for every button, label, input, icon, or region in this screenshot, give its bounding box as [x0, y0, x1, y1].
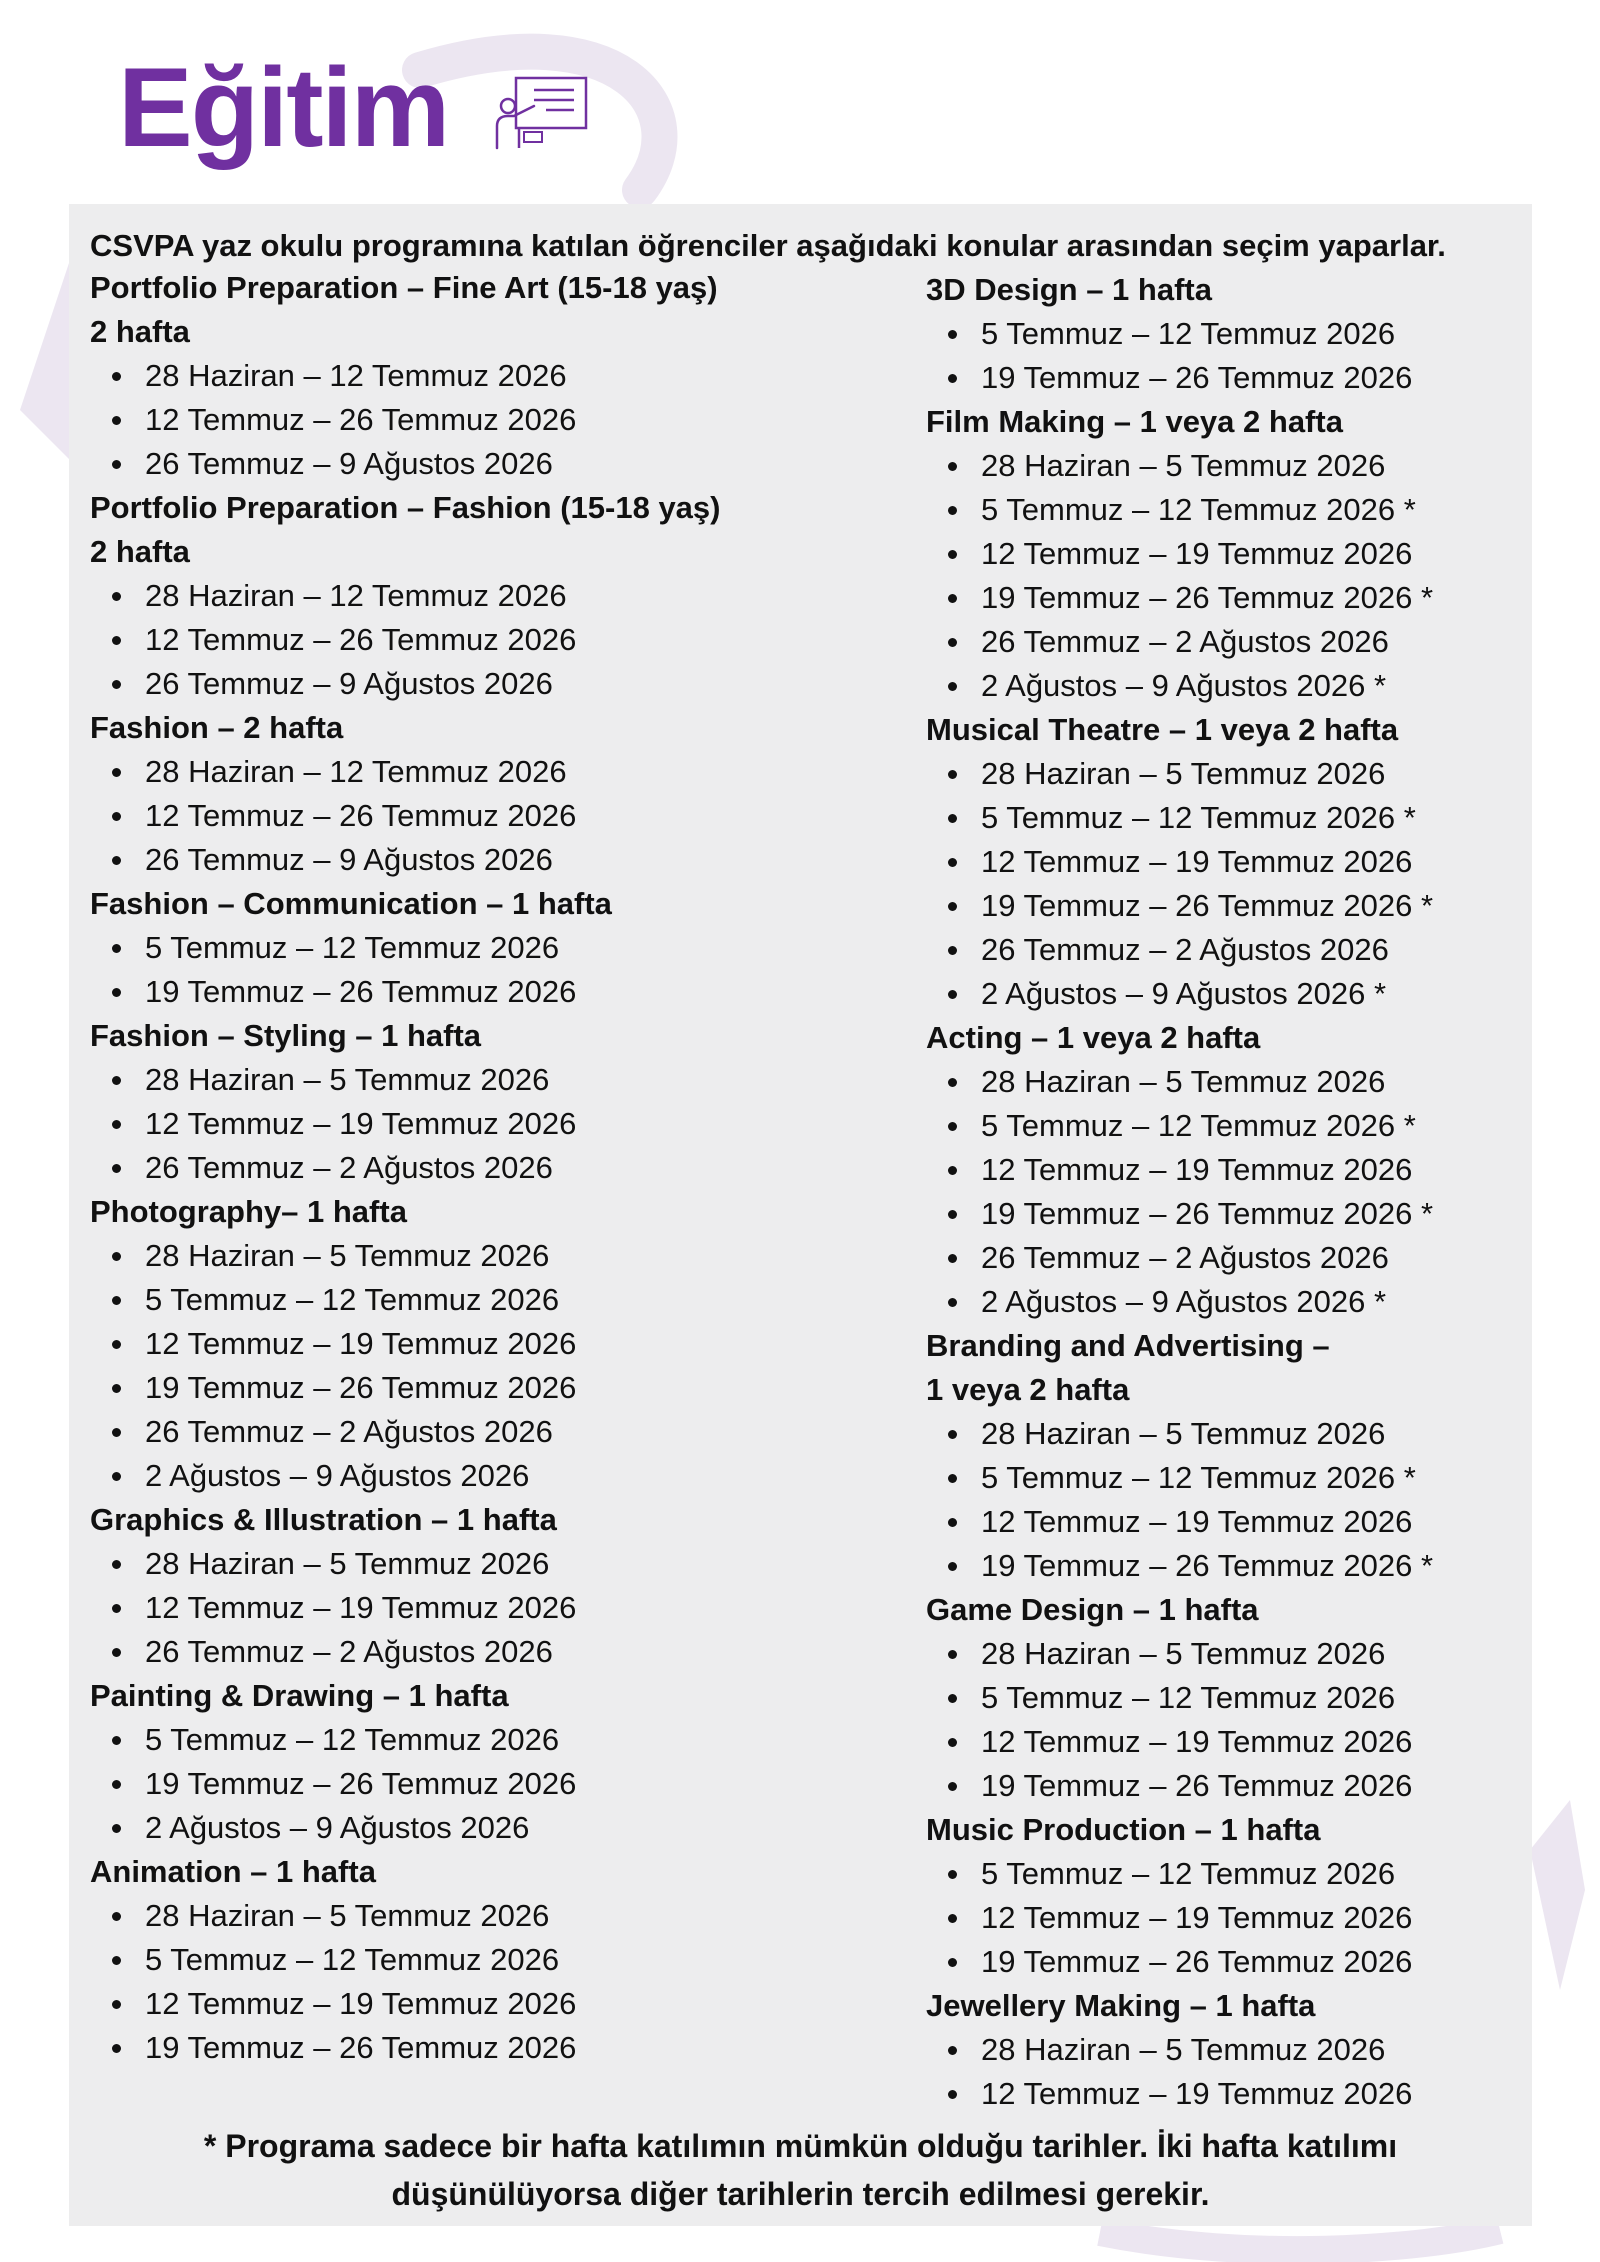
course-heading: Painting & Drawing – 1 hafta: [90, 1678, 509, 1713]
date-list: [926, 1632, 1526, 1808]
date-item: 12 Temmuz – 19 Temmuz 2026: [926, 2072, 1526, 2116]
date-item: 28 Haziran – 5 Temmuz 2026: [926, 752, 1526, 796]
course-block: [926, 708, 1526, 1016]
course-block: [90, 1014, 890, 1190]
date-item: 5 Temmuz – 12 Temmuz 2026: [90, 926, 890, 970]
date-item: 12 Temmuz – 26 Temmuz 2026: [90, 794, 890, 838]
date-item: 12 Temmuz – 19 Temmuz 2026: [926, 1500, 1526, 1544]
presentation-icon: [494, 74, 590, 150]
date-item: 19 Temmuz – 26 Temmuz 2026: [90, 2026, 890, 2070]
date-item: 28 Haziran – 5 Temmuz 2026: [926, 2028, 1526, 2072]
date-item: 2 Ağustos – 9 Ağustos 2026: [90, 1454, 890, 1498]
page-header: [118, 45, 590, 170]
course-heading: Film Making – 1 veya 2 hafta: [926, 404, 1343, 439]
date-item: 28 Haziran – 5 Temmuz 2026: [926, 1632, 1526, 1676]
date-item: 5 Temmuz – 12 Temmuz 2026: [90, 1718, 890, 1762]
course-block: [926, 268, 1526, 400]
course-block: [90, 486, 890, 706]
course-block: [926, 1324, 1526, 1588]
course-heading: Fashion – Communication – 1 hafta: [90, 886, 612, 921]
course-block: [90, 1674, 890, 1850]
date-item: 26 Temmuz – 9 Ağustos 2026: [90, 442, 890, 486]
date-item: 12 Temmuz – 19 Temmuz 2026: [926, 532, 1526, 576]
course-block: [926, 400, 1526, 708]
date-item: 5 Temmuz – 12 Temmuz 2026 *: [926, 1456, 1526, 1500]
course-heading: Graphics & Illustration – 1 hafta: [90, 1502, 557, 1537]
date-item: 2 Ağustos – 9 Ağustos 2026: [90, 1806, 890, 1850]
date-item: 2 Ağustos – 9 Ağustos 2026 *: [926, 1280, 1526, 1324]
date-list: [926, 2028, 1526, 2116]
date-list: [926, 444, 1526, 708]
date-item: 19 Temmuz – 26 Temmuz 2026: [90, 1762, 890, 1806]
course-block: [90, 1190, 890, 1498]
date-item: 19 Temmuz – 26 Temmuz 2026: [926, 356, 1526, 400]
date-item: 26 Temmuz – 9 Ağustos 2026: [90, 838, 890, 882]
date-list: [90, 574, 890, 706]
course-block: [90, 882, 890, 1014]
date-item: 12 Temmuz – 19 Temmuz 2026: [90, 1982, 890, 2026]
course-block: [926, 1016, 1526, 1324]
date-item: 2 Ağustos – 9 Ağustos 2026 *: [926, 664, 1526, 708]
course-block: [926, 1808, 1526, 1984]
date-list: [90, 1234, 890, 1498]
date-item: 19 Temmuz – 26 Temmuz 2026: [90, 970, 890, 1014]
course-heading: Musical Theatre – 1 veya 2 hafta: [926, 712, 1399, 747]
course-heading: Game Design – 1 hafta: [926, 1592, 1259, 1627]
page-title: Eğitim: [118, 45, 449, 170]
date-list: [90, 1058, 890, 1190]
date-list: [90, 926, 890, 1014]
date-item: 28 Haziran – 5 Temmuz 2026: [90, 1234, 890, 1278]
footnote-line: * Programa sadece bir hafta katılımın mümkün olduğu tarihler. İki hafta katılımı: [203, 2128, 1398, 2164]
date-item: 19 Temmuz – 26 Temmuz 2026 *: [926, 884, 1526, 928]
course-heading: Portfolio Preparation – Fashion (15-18 yaş): [90, 490, 721, 525]
date-item: 5 Temmuz – 12 Temmuz 2026 *: [926, 796, 1526, 840]
date-item: 26 Temmuz – 2 Ağustos 2026: [90, 1410, 890, 1454]
date-item: 12 Temmuz – 19 Temmuz 2026: [90, 1102, 890, 1146]
right-course-column: [926, 268, 1526, 2116]
date-item: 28 Haziran – 12 Temmuz 2026: [90, 354, 890, 398]
course-heading: Branding and Advertising –: [926, 1328, 1330, 1363]
date-list: [90, 1542, 890, 1674]
course-block: [926, 1984, 1526, 2116]
date-item: 5 Temmuz – 12 Temmuz 2026: [90, 1938, 890, 1982]
date-item: 26 Temmuz – 2 Ağustos 2026: [90, 1146, 890, 1190]
footnote: [69, 2122, 1532, 2218]
course-heading: Acting – 1 veya 2 hafta: [926, 1020, 1261, 1055]
left-course-column: [90, 266, 890, 2070]
date-list: [90, 354, 890, 486]
date-list: [926, 1060, 1526, 1324]
date-item: 28 Haziran – 12 Temmuz 2026: [90, 750, 890, 794]
date-item: 28 Haziran – 12 Temmuz 2026: [90, 574, 890, 618]
date-item: 19 Temmuz – 26 Temmuz 2026: [926, 1764, 1526, 1808]
date-item: 19 Temmuz – 26 Temmuz 2026 *: [926, 1544, 1526, 1588]
course-duration: 2 hafta: [90, 314, 190, 349]
date-item: 12 Temmuz – 19 Temmuz 2026: [926, 1896, 1526, 1940]
date-item: 12 Temmuz – 19 Temmuz 2026: [926, 1148, 1526, 1192]
date-item: 12 Temmuz – 19 Temmuz 2026: [90, 1322, 890, 1366]
date-item: 5 Temmuz – 12 Temmuz 2026: [926, 1676, 1526, 1720]
course-heading: Fashion – Styling – 1 hafta: [90, 1018, 482, 1053]
course-block: [926, 1588, 1526, 1808]
course-block: [90, 266, 890, 486]
date-list: [926, 1412, 1526, 1588]
date-item: 19 Temmuz – 26 Temmuz 2026: [926, 1940, 1526, 1984]
date-list: [926, 1852, 1526, 1984]
date-item: 28 Haziran – 5 Temmuz 2026: [90, 1058, 890, 1102]
date-item: 28 Haziran – 5 Temmuz 2026: [90, 1894, 890, 1938]
date-item: 2 Ağustos – 9 Ağustos 2026 *: [926, 972, 1526, 1016]
date-item: 28 Haziran – 5 Temmuz 2026: [926, 444, 1526, 488]
date-item: 5 Temmuz – 12 Temmuz 2026 *: [926, 488, 1526, 532]
date-item: 12 Temmuz – 26 Temmuz 2026: [90, 618, 890, 662]
course-block: [90, 706, 890, 882]
date-item: 12 Temmuz – 26 Temmuz 2026: [90, 398, 890, 442]
date-item: 5 Temmuz – 12 Temmuz 2026: [926, 312, 1526, 356]
date-item: 5 Temmuz – 12 Temmuz 2026: [90, 1278, 890, 1322]
course-heading: Fashion – 2 hafta: [90, 710, 344, 745]
date-list: [90, 750, 890, 882]
date-item: 28 Haziran – 5 Temmuz 2026: [926, 1412, 1526, 1456]
date-list: [926, 312, 1526, 400]
course-block: [90, 1498, 890, 1674]
date-item: 28 Haziran – 5 Temmuz 2026: [90, 1542, 890, 1586]
course-heading: Jewellery Making – 1 hafta: [926, 1988, 1316, 2023]
course-heading: 3D Design – 1 hafta: [926, 272, 1212, 307]
date-item: 12 Temmuz – 19 Temmuz 2026: [90, 1586, 890, 1630]
date-item: 19 Temmuz – 26 Temmuz 2026: [90, 1366, 890, 1410]
date-list: [90, 1894, 890, 2070]
date-item: 5 Temmuz – 12 Temmuz 2026: [926, 1852, 1526, 1896]
date-item: 26 Temmuz – 2 Ağustos 2026: [926, 928, 1526, 972]
course-duration: 1 veya 2 hafta: [926, 1372, 1130, 1407]
date-list: [926, 752, 1526, 1016]
date-item: 26 Temmuz – 9 Ağustos 2026: [90, 662, 890, 706]
date-item: 19 Temmuz – 26 Temmuz 2026 *: [926, 1192, 1526, 1236]
date-item: 26 Temmuz – 2 Ağustos 2026: [926, 620, 1526, 664]
date-item: 19 Temmuz – 26 Temmuz 2026 *: [926, 576, 1526, 620]
date-item: 12 Temmuz – 19 Temmuz 2026: [926, 840, 1526, 884]
date-list: [90, 1718, 890, 1850]
date-item: 28 Haziran – 5 Temmuz 2026: [926, 1060, 1526, 1104]
footnote-line: düşünülüyorsa diğer tarihlerin tercih edilmesi gerekir.: [391, 2176, 1210, 2212]
intro-text: CSVPA yaz okulu programına katılan öğrenciler aşağıdaki konular arasından seçim yaparlar.: [90, 228, 1446, 263]
date-item: 26 Temmuz – 2 Ağustos 2026: [926, 1236, 1526, 1280]
date-item: 5 Temmuz – 12 Temmuz 2026 *: [926, 1104, 1526, 1148]
date-item: 12 Temmuz – 19 Temmuz 2026: [926, 1720, 1526, 1764]
course-block: [90, 1850, 890, 2070]
course-heading: Music Production – 1 hafta: [926, 1812, 1321, 1847]
course-heading: Photography– 1 hafta: [90, 1194, 407, 1229]
date-item: 26 Temmuz – 2 Ağustos 2026: [90, 1630, 890, 1674]
course-heading: Portfolio Preparation – Fine Art (15-18 yaş): [90, 270, 718, 305]
course-heading: Animation – 1 hafta: [90, 1854, 376, 1889]
course-duration: 2 hafta: [90, 534, 190, 569]
